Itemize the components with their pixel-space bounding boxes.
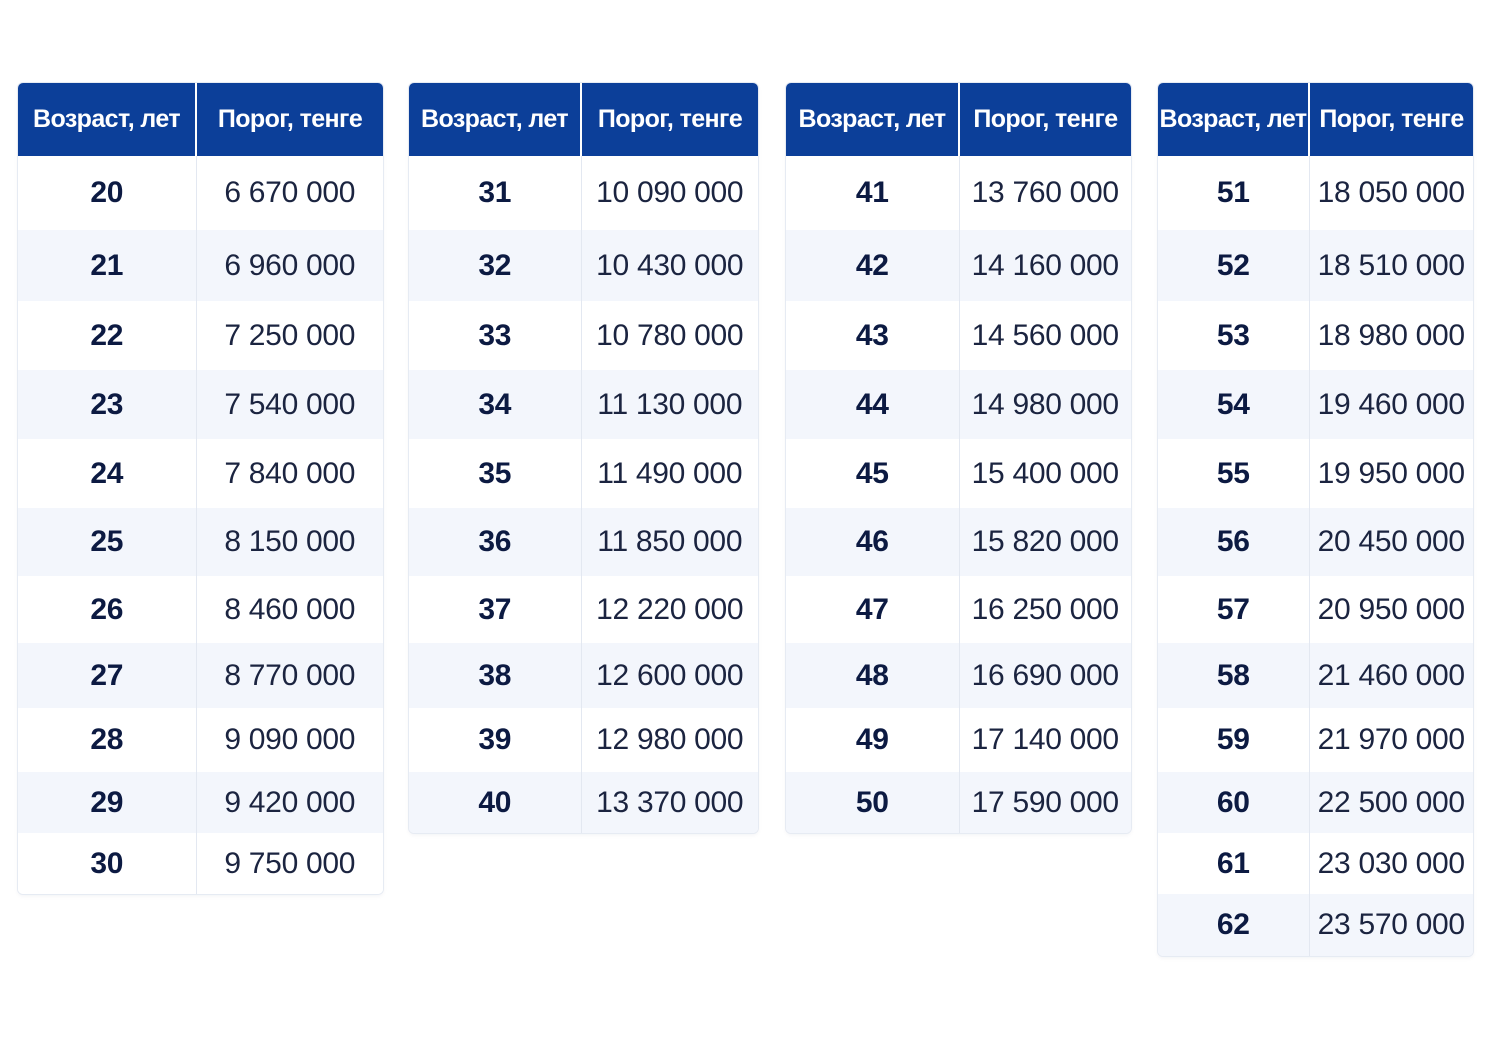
- age-cell: 31: [478, 176, 512, 209]
- age-cell: 53: [1216, 318, 1250, 352]
- threshold-cell: 6 670 000: [196, 156, 383, 230]
- age-cell: 27: [90, 658, 124, 692]
- table-row: [786, 301, 1131, 370]
- threshold-cell: 14 160 000: [959, 230, 1132, 301]
- table-row: [1158, 230, 1473, 301]
- table-row: [18, 643, 383, 708]
- threshold-column-header: Порог, тенге: [958, 83, 1131, 156]
- threshold-cell: 10 780 000: [581, 301, 759, 370]
- age-cell: 20: [90, 176, 124, 209]
- table-row: [786, 708, 1131, 772]
- age-cell: 48: [855, 658, 889, 692]
- age-cell: 30: [90, 846, 124, 880]
- age-cell: 62: [1216, 908, 1250, 941]
- age-cell: 59: [1216, 723, 1250, 756]
- threshold-cell: 12 980 000: [581, 708, 759, 772]
- threshold-cell: 16 690 000: [959, 643, 1132, 708]
- age-column-header: Возраст, лет: [1159, 105, 1307, 133]
- threshold-cell: 21 460 000: [1309, 643, 1473, 708]
- table-row: [1158, 301, 1473, 370]
- age-cell: 25: [90, 525, 124, 558]
- threshold-cell: 8 150 000: [196, 508, 383, 576]
- age-column-header: Возраст, лет: [33, 105, 180, 133]
- age-cell: 23: [90, 387, 124, 421]
- table-row: [1158, 772, 1473, 833]
- threshold-cell: 8 770 000: [196, 643, 383, 708]
- table-header: [18, 83, 383, 156]
- threshold-table-4: [1158, 83, 1473, 956]
- table-row: [409, 508, 758, 576]
- table-row: [409, 708, 758, 772]
- age-cell: 28: [90, 723, 124, 756]
- table-row: [786, 643, 1131, 708]
- age-cell: 56: [1216, 525, 1250, 558]
- threshold-table-1: [18, 83, 383, 894]
- table-row: [409, 230, 758, 301]
- table-header: [1158, 83, 1473, 156]
- age-cell: 61: [1216, 846, 1250, 880]
- threshold-cell: 7 840 000: [196, 439, 383, 508]
- threshold-cell: 21 970 000: [1309, 708, 1473, 772]
- table-row: [18, 708, 383, 772]
- table-row: [1158, 439, 1473, 508]
- table-header: [786, 83, 1131, 156]
- table-row: [18, 772, 383, 833]
- threshold-cell: 16 250 000: [959, 576, 1132, 643]
- table-row: [786, 772, 1131, 833]
- age-cell: 38: [478, 658, 512, 692]
- age-cell: 36: [478, 525, 512, 558]
- threshold-column-header: Порог, тенге: [195, 83, 383, 156]
- age-cell: 35: [478, 456, 512, 490]
- age-cell: 55: [1216, 456, 1250, 490]
- threshold-cell: 22 500 000: [1309, 772, 1473, 833]
- age-cell: 41: [855, 176, 889, 209]
- age-cell: 47: [855, 592, 889, 626]
- threshold-cell: 17 140 000: [959, 708, 1132, 772]
- threshold-table-2: [409, 83, 758, 833]
- table-row: [18, 370, 383, 439]
- age-cell: 46: [855, 525, 889, 558]
- table-row: [786, 508, 1131, 576]
- age-cell: 32: [478, 248, 512, 282]
- table-row: [786, 230, 1131, 301]
- table-row: [18, 576, 383, 643]
- table-row: [786, 439, 1131, 508]
- threshold-cell: 12 600 000: [581, 643, 759, 708]
- age-column-header: Возраст, лет: [798, 105, 946, 133]
- threshold-cell: 14 560 000: [959, 301, 1132, 370]
- age-cell: 54: [1216, 387, 1250, 421]
- threshold-cell: 14 980 000: [959, 370, 1132, 439]
- threshold-cell: 11 490 000: [581, 439, 759, 508]
- table-row: [1158, 508, 1473, 576]
- threshold-cell: 20 950 000: [1309, 576, 1473, 643]
- table-row: [18, 833, 383, 894]
- table-row: [786, 576, 1131, 643]
- threshold-cell: 17 590 000: [959, 772, 1132, 833]
- threshold-cell: 23 570 000: [1309, 894, 1473, 956]
- threshold-column-header: Порог, тенге: [1308, 83, 1473, 156]
- table-row: [409, 643, 758, 708]
- threshold-cell: 11 850 000: [581, 508, 759, 576]
- table-row: [18, 156, 383, 230]
- age-cell: 43: [855, 318, 889, 352]
- table-row: [409, 772, 758, 833]
- threshold-cell: 6 960 000: [196, 230, 383, 301]
- threshold-cell: 10 430 000: [581, 230, 759, 301]
- table-row: [1158, 370, 1473, 439]
- age-column-header: Возраст, лет: [421, 105, 568, 133]
- age-cell: 26: [90, 592, 124, 626]
- age-cell: 21: [90, 248, 124, 282]
- threshold-cell: 15 400 000: [959, 439, 1132, 508]
- threshold-cell: 9 420 000: [196, 772, 383, 833]
- threshold-cell: 18 050 000: [1309, 156, 1473, 230]
- age-cell: 24: [90, 456, 124, 490]
- table-row: [1158, 156, 1473, 230]
- table-row: [18, 508, 383, 576]
- age-cell: 49: [855, 723, 889, 756]
- age-cell: 42: [855, 248, 889, 282]
- threshold-cell: 7 540 000: [196, 370, 383, 439]
- age-cell: 51: [1216, 176, 1250, 209]
- table-row: [1158, 708, 1473, 772]
- threshold-cell: 9 090 000: [196, 708, 383, 772]
- age-cell: 22: [90, 318, 124, 352]
- age-cell: 50: [855, 785, 889, 819]
- table-row: [18, 439, 383, 508]
- age-cell: 39: [478, 723, 512, 756]
- table-row: [409, 301, 758, 370]
- threshold-cell: 9 750 000: [196, 833, 383, 894]
- threshold-cell: 7 250 000: [196, 301, 383, 370]
- table-row: [409, 370, 758, 439]
- threshold-table-3: [786, 83, 1131, 833]
- threshold-cell: 18 980 000: [1309, 301, 1473, 370]
- age-cell: 58: [1216, 658, 1250, 692]
- age-cell: 29: [90, 785, 124, 819]
- age-cell: 33: [478, 318, 512, 352]
- table-row: [1158, 576, 1473, 643]
- age-cell: 52: [1216, 248, 1250, 282]
- threshold-cell: 15 820 000: [959, 508, 1132, 576]
- table-row: [409, 156, 758, 230]
- threshold-cell: 19 950 000: [1309, 439, 1473, 508]
- table-row: [409, 576, 758, 643]
- threshold-cell: 23 030 000: [1309, 833, 1473, 894]
- age-cell: 45: [855, 456, 889, 490]
- table-row: [786, 370, 1131, 439]
- threshold-cell: 11 130 000: [581, 370, 759, 439]
- table-row: [1158, 833, 1473, 894]
- table-row: [786, 156, 1131, 230]
- threshold-cell: 10 090 000: [581, 156, 759, 230]
- table-row: [1158, 643, 1473, 708]
- threshold-cell: 13 370 000: [581, 772, 759, 833]
- table-row: [18, 230, 383, 301]
- threshold-cell: 12 220 000: [581, 576, 759, 643]
- age-cell: 44: [855, 387, 889, 421]
- age-cell: 60: [1216, 785, 1250, 819]
- threshold-cell: 8 460 000: [196, 576, 383, 643]
- table-row: [1158, 894, 1473, 956]
- threshold-cell: 18 510 000: [1309, 230, 1473, 301]
- table-header: [409, 83, 758, 156]
- threshold-column-header: Порог, тенге: [580, 83, 758, 156]
- age-cell: 37: [478, 592, 512, 626]
- table-row: [409, 439, 758, 508]
- threshold-cell: 19 460 000: [1309, 370, 1473, 439]
- table-row: [18, 301, 383, 370]
- age-cell: 40: [478, 785, 512, 819]
- age-cell: 57: [1216, 592, 1250, 626]
- threshold-cell: 13 760 000: [959, 156, 1132, 230]
- age-cell: 34: [478, 387, 512, 421]
- threshold-cell: 20 450 000: [1309, 508, 1473, 576]
